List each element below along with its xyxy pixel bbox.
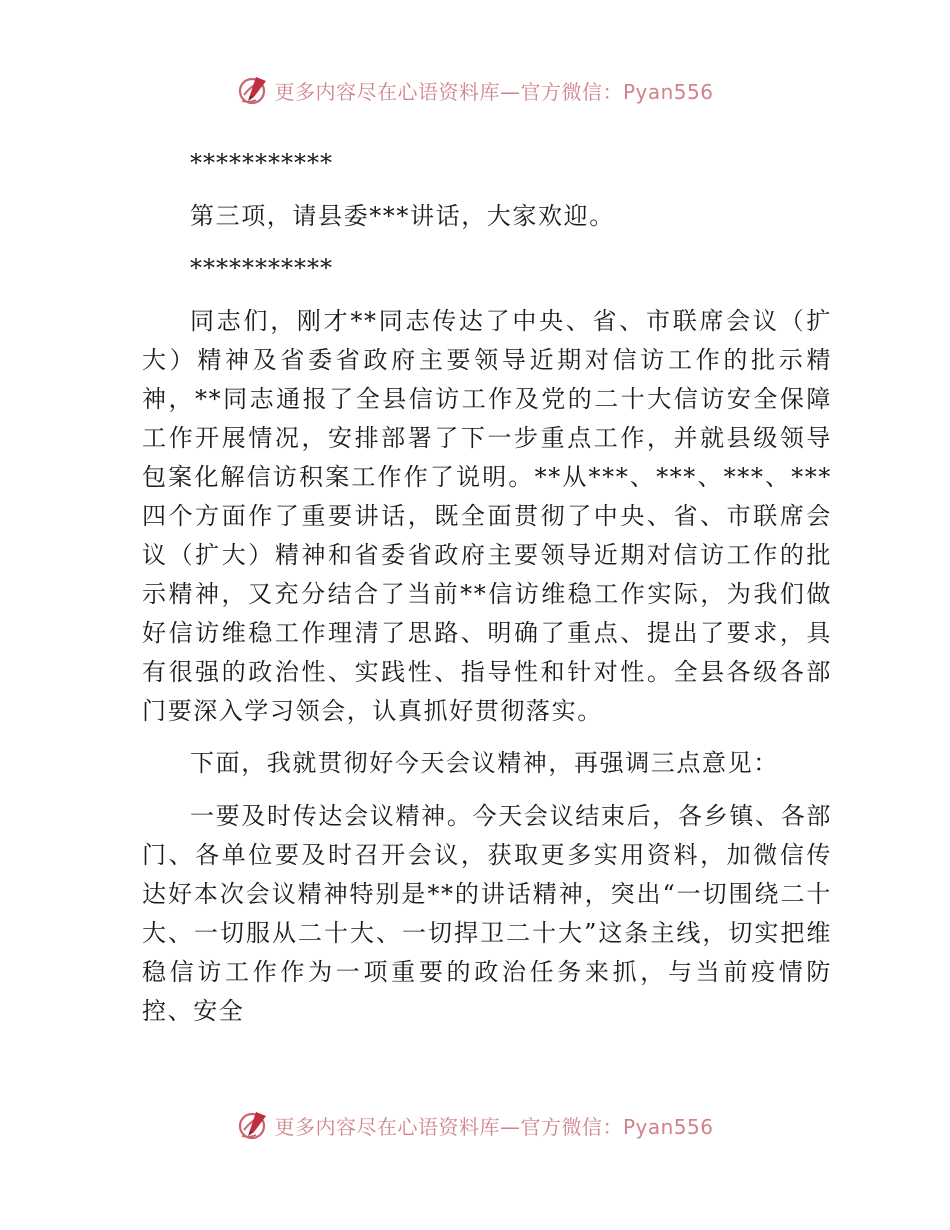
separator-stars: ***********: [190, 254, 333, 282]
watermark-text: 更多内容尽在心语资料库—官方微信：Pyan556: [274, 1114, 714, 1139]
pen-logo-icon: [236, 1108, 270, 1142]
paragraph: 同志们，刚才**同志传达了中央、省、市联席会议（扩大）精神及省委省政府主要领导近期对信访工作的批示精神，**同志通报了全县信访工作及党的二十大信访安全保障工作开展情况，安排部署了下一步重点工作，并就县级领导包案化解信访积案工作作了说明。**从***、***、***、***四个方面作了重要讲话，既全面贯彻了中央、省、市联席会议（扩大）精神和省委省政府主要领导近期对信访工作的批示精神，又充分结合了当前**信访维稳工作实际，为我们做好信访维稳工作理清了思路、明确了重点、提出了要求，具有很强的政治性、实践性、指导性和针对性。全县各级各部门要深入学习领会，认真抓好贯彻落实。: [142, 306, 832, 725]
header-watermark: [0, 70, 950, 110]
paragraph: 下面，我就贯彻好今天会议精神，再强调三点意见：: [190, 749, 779, 777]
watermark-text: 更多内容尽在心语资料库—官方微信：Pyan556: [274, 79, 714, 104]
paragraph: 一要及时传达会议精神。今天会议结束后，各乡镇、各部门、各单位要及时召开会议，获取更多实用资料，加微信传达好本次会议精神特别是**的讲话精神，突出“一切围绕二十大、一切服从二十大、一切捍卫二十大”这条主线，切实把维稳信访工作作为一项重要的政治任务来抓，与当前疫情防控、安全: [142, 801, 832, 1025]
separator-stars: ***********: [190, 149, 333, 177]
paragraph: 第三项，请县委***讲话，大家欢迎。: [190, 201, 615, 230]
pen-logo-icon: [236, 73, 270, 107]
footer-watermark: [0, 1105, 950, 1145]
document-body: [142, 144, 832, 1044]
